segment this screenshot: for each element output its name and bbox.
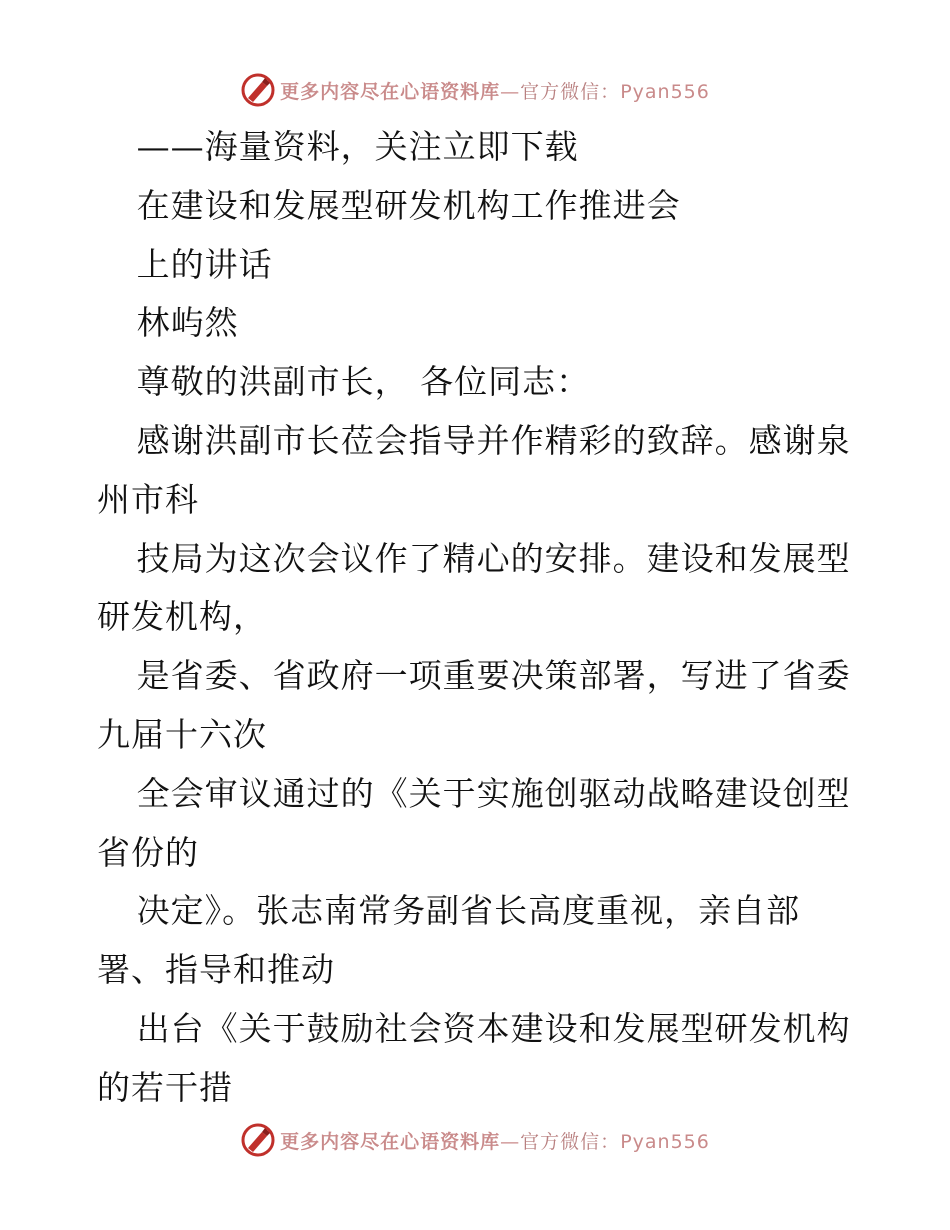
paragraph: 全会审议通过的《关于实施创驱动战略建设创型省份的 [97,773,851,872]
banner-wechat-label: 官方微信： [520,80,621,103]
document-body [97,118,857,1118]
paragraph: 是省委、省政府一项重要决策部署，写进了省委九届十六次 [97,656,851,754]
paragraph: 林屿然 [136,303,239,343]
paragraph: 决定》。张志南常务副省长高度重视，亲自部署、指导和推动 [97,891,801,990]
pen-logo-icon [240,72,276,108]
banner-site-text: 更多内容尽在心语资料库 [280,80,501,103]
pen-logo-icon [240,1122,276,1158]
paragraph: ——海量资料，关注立即下载 [136,127,579,166]
footer-banner [0,1120,950,1160]
banner-separator: — [500,1130,521,1153]
paragraph: 尊敬的洪副市长， 各位同志： [136,362,591,402]
banner-wechat-id: Pyan556 [620,80,710,103]
paragraph: 感谢洪副市长莅会指导并作精彩的致辞。感谢泉州市科 [97,420,851,519]
paragraph: 出台《关于鼓励社会资本建设和发展型研发机构的若干措 [97,1008,851,1107]
header-banner [0,70,950,110]
banner-separator: — [500,80,521,103]
paragraph: 上的讲话 [136,244,273,284]
paragraph: 技局为这次会议作了精心的安排。建设和发展型研发机构， [97,538,851,637]
banner-site-text: 更多内容尽在心语资料库 [280,1130,501,1153]
banner-wechat-id: Pyan556 [620,1130,710,1153]
banner-wechat-label: 官方微信： [520,1130,621,1153]
paragraph: 在建设和发展型研发机构工作推进会 [136,185,681,225]
